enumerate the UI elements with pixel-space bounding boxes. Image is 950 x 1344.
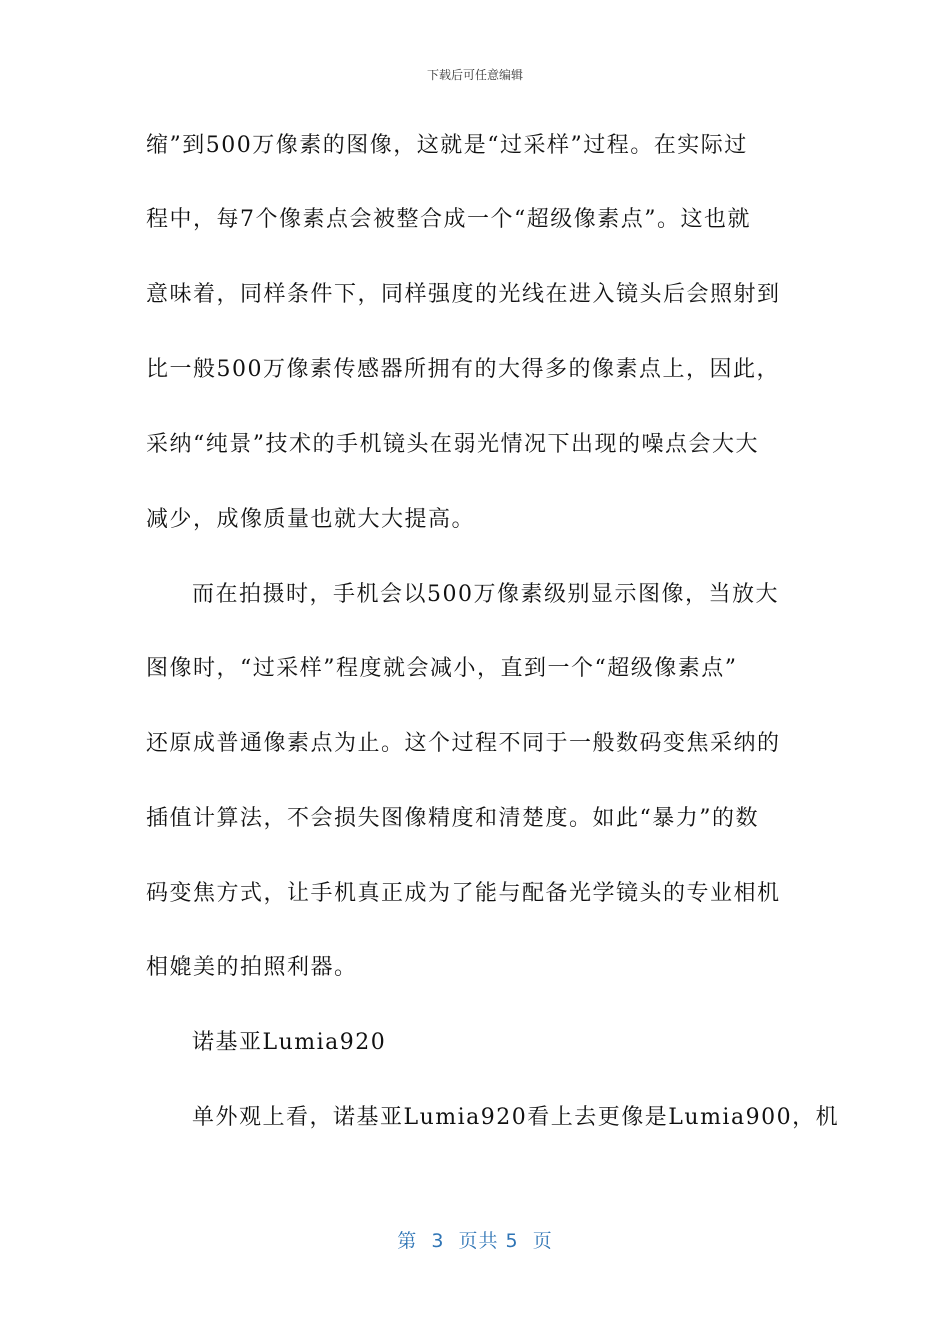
page-header: 下载后可任意编辑 <box>426 68 523 82</box>
body-line: 减少，成像质量也就大大提高。 <box>146 507 476 532</box>
body-line: 码变焦方式，让手机真正成为了能与配备光学镜头的专业相机 <box>146 881 781 906</box>
body-line: 比一般500万像素传感器所拥有的大得多的像素点上，因此， <box>146 357 780 382</box>
body-line: 采纳“纯景”技术的手机镜头在弱光情况下出现的噪点会大大 <box>146 432 759 457</box>
body-line: 缩”到500万像素的图像，这就是“过采样”过程。在实际过 <box>146 133 748 158</box>
body-line: 插值计算法，不会损失图像精度和清楚度。如此“暴力”的数 <box>146 806 759 831</box>
body-line: 相媲美的拍照利器。 <box>146 955 358 980</box>
body-line: 单外观上看，诺基亚Lumia920看上去更像是Lumia900，机 <box>192 1105 840 1130</box>
section-heading: 诺基亚Lumia920 <box>192 1030 387 1055</box>
body-line: 图像时，“过采样”程度就会减小，直到一个“超级像素点” <box>146 656 738 681</box>
body-line: 而在拍摄时，手机会以500万像素级别显示图像，当放大 <box>192 582 779 607</box>
body-line: 还原成普通像素点为止。这个过程不同于一般数码变焦采纳的 <box>146 731 781 756</box>
page-footer: 第 3 页共 5 页 <box>397 1230 553 1252</box>
body-line: 意味着，同样条件下，同样强度的光线在进入镜头后会照射到 <box>146 282 781 307</box>
body-line: 程中，每7个像素点会被整合成一个“超级像素点”。这也就 <box>146 207 751 232</box>
